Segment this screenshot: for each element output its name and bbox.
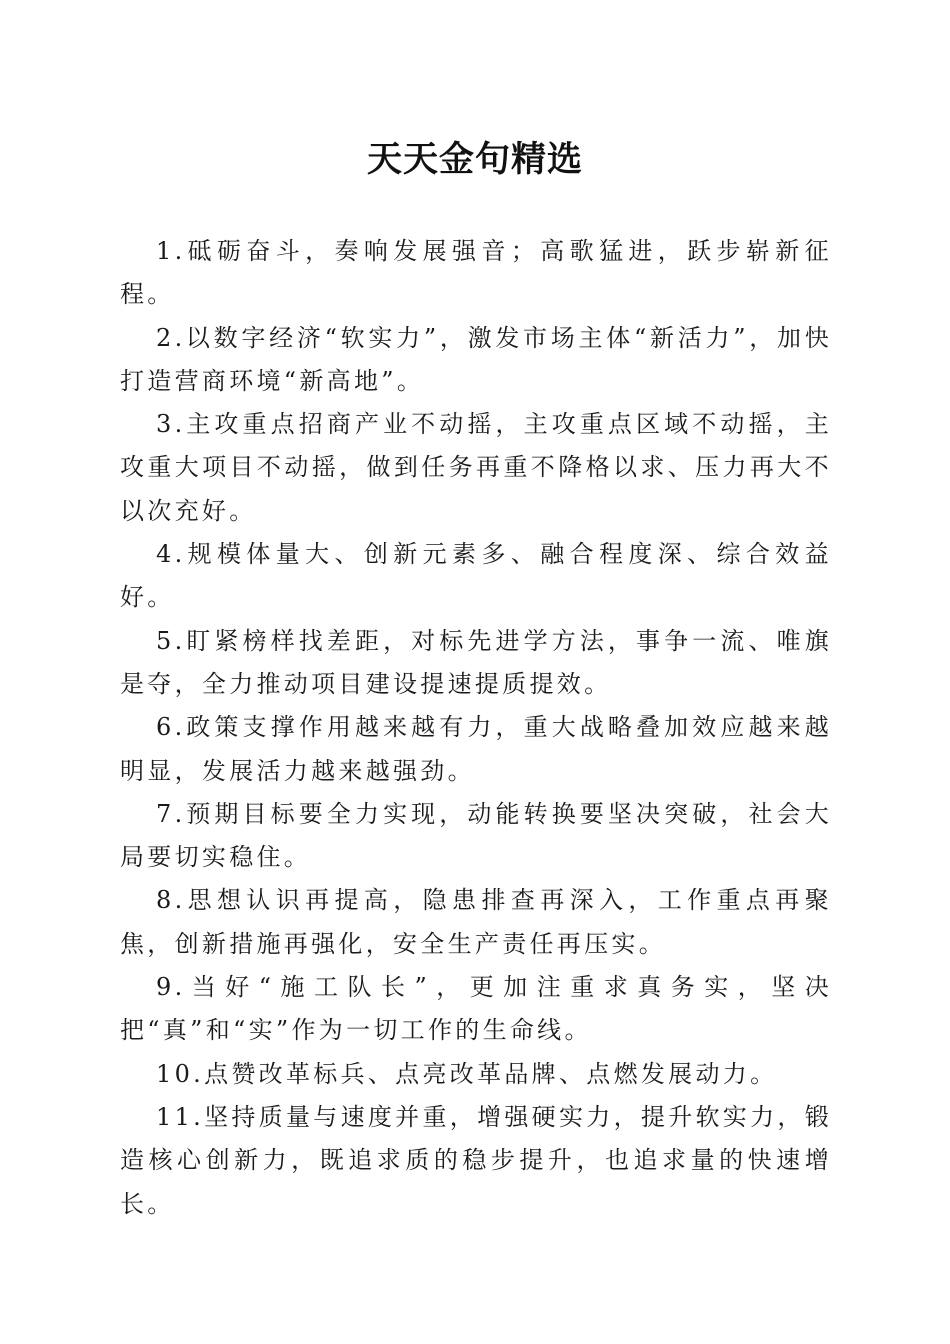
paragraph-7: 7.预期目标要全力实现，动能转换要坚决突破，社会大局要切实稳住。 — [120, 799, 832, 872]
paragraph-2: 2.以数字经济“软实力”，激发市场主体“新活力”，加快打造营商环境“新高地”。 — [120, 323, 832, 395]
document-title: 天天金句精选 — [366, 139, 583, 180]
paragraph-9: 9.当好“施工队长”，更加注重求真务实，坚决把“真”和“实”作为一切工作的生命线。 — [120, 973, 832, 1045]
paragraph-1: 1.砥砺奋斗，奏响发展强音；高歌猛进，跃步崭新征程。 — [120, 237, 832, 309]
paragraph-5: 5.盯紧榜样找差距，对标先进学方法，事争一流、唯旗是夺，全力推动项目建设提速提质提效。 — [120, 626, 832, 698]
document-body — [120, 230, 832, 1226]
paragraph-4: 4.规模体量大、创新元素多、融合程度深、综合效益好。 — [120, 540, 832, 612]
paragraph-8: 8.思想认识再提高，隐患排查再深入，工作重点再聚焦，创新措施再强化，安全生产责任再压实。 — [120, 886, 832, 958]
paragraph-6: 6.政策支撑作用越来越有力，重大战略叠加效应越来越明显，发展活力越来越强劲。 — [120, 713, 832, 785]
paragraph-10: 10.点赞改革标兵、点亮改革品牌、点燃发展动力。 — [156, 1059, 778, 1088]
paragraph-11: 11.坚持质量与速度并重，增强硬实力，提升软实力，锻造核心创新力，既追求质的稳步提升，也追求量的快速增长。 — [120, 1102, 832, 1218]
paragraph-3: 3.主攻重点招商产业不动摇，主攻重点区域不动摇，主攻重大项目不动摇，做到任务再重不降格以求、压力再大不以次充好。 — [120, 410, 832, 525]
